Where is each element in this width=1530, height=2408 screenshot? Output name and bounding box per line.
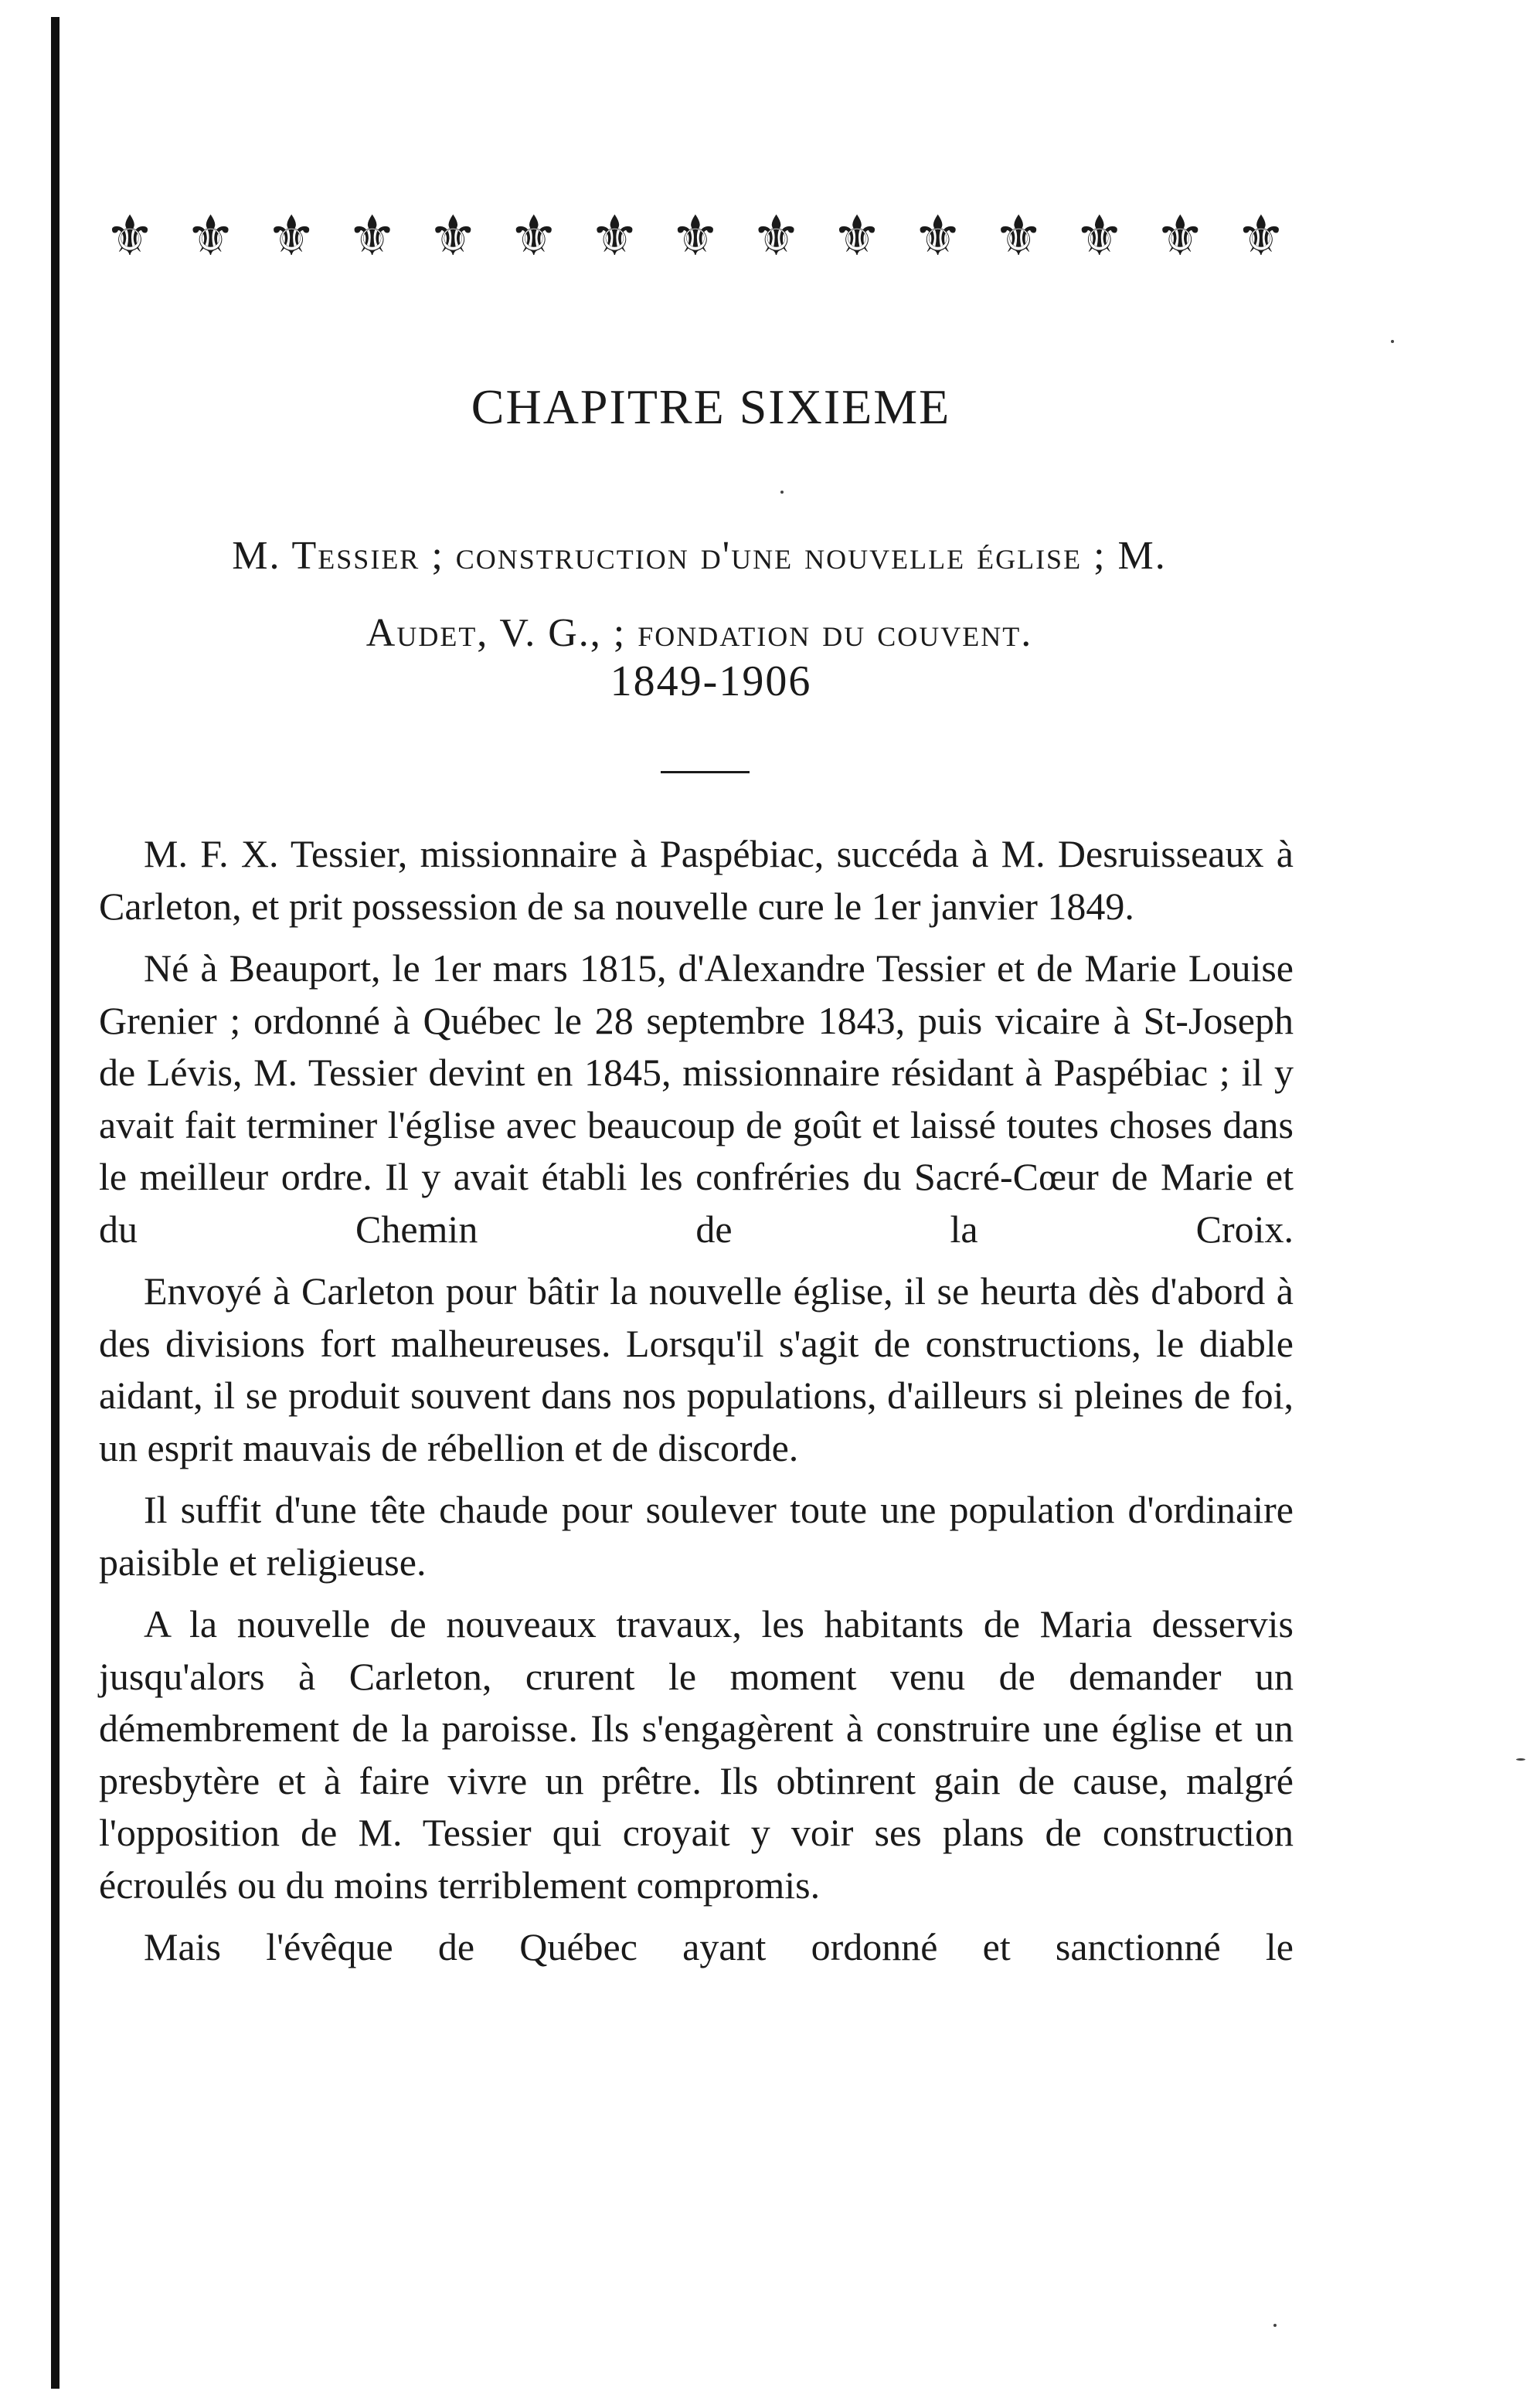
page-edge-bar <box>51 17 60 2389</box>
fleur-de-lis-icon: ⚜ <box>508 205 559 267</box>
paragraph: Né à Beauport, le 1er mars 1815, d'Alexandre Tessier et de Marie Louise Grenier ; ordonné à Québec le 28 septembre 1843, puis vicaire à St-Joseph de Lévis, M. Tessier devint en 1845, missionnaire résidant à Paspébiac ; il y avait fait terminer l'église avec beaucoup de goût et laissé toutes choses dans le meilleur ordre. Il y avait établi les confréries du Sacré-Cœur de Marie et du Chemin de la Croix. <box>99 946 1294 1251</box>
fleur-de-lis-icon: ⚜ <box>185 205 236 267</box>
fleur-de-lis-ornament-row <box>93 205 1298 267</box>
fleur-de-lis-icon: ⚜ <box>993 205 1044 267</box>
scan-speck <box>780 491 784 494</box>
scan-speck <box>1516 1758 1525 1761</box>
chapter-summary-line-1: M. Tessier ; construction d'une nouvelle église ; M. <box>232 534 1167 578</box>
paragraph: Envoyé à Carleton pour bâtir la nouvelle église, il se heurta dès d'abord à des divisions fort malheureuses. Lorsqu'il s'agit de constructions, le diable aidant, il se produit souvent dans nos populations, d'ailleurs si pleines de foi, un esprit mauvais de rébellion et de discorde. <box>99 1269 1294 1469</box>
fleur-de-lis-icon: ⚜ <box>427 205 478 267</box>
paragraph: Mais l'évêque de Québec ayant ordonné et sanctionné le <box>144 1925 1294 1968</box>
paragraph: Il suffit d'une tête chaude pour soulever toute une population d'ordinaire paisible et religieuse. <box>99 1488 1294 1584</box>
fleur-de-lis-icon: ⚜ <box>1236 205 1287 267</box>
fleur-de-lis-icon: ⚜ <box>266 205 317 267</box>
paragraph: M. F. X. Tessier, missionnaire à Paspébiac, succéda à M. Desruisseaux à Carleton, et prit possession de sa nouvelle cure le 1er janvier 1849. <box>99 832 1294 928</box>
section-divider <box>661 771 750 773</box>
chapter-dates: 1849-1906 <box>610 657 812 705</box>
fleur-de-lis-icon: ⚜ <box>1074 205 1125 267</box>
scan-speck <box>1273 2324 1277 2327</box>
fleur-de-lis-icon: ⚜ <box>104 205 155 267</box>
fleur-de-lis-icon: ⚜ <box>1155 205 1205 267</box>
fleur-de-lis-icon: ⚜ <box>831 205 882 267</box>
fleur-de-lis-icon: ⚜ <box>751 205 801 267</box>
paragraph: A la nouvelle de nouveaux travaux, les habitants de Maria desservis jusqu'alors à Carleton, crurent le moment venu de demander un démembrement de la paroisse. Ils s'engagèrent à construire une église et un presbytère et à faire vivre un prêtre. Ils obtinrent gain de cause, malgré l'opposition de M. Tessier qui croyait y voir ses plans de construction écroulés ou du moins terriblement compromis. <box>99 1602 1294 1907</box>
body-text <box>99 828 1294 1984</box>
chapter-title: CHAPITRE SIXIEME <box>471 379 951 434</box>
chapter-summary <box>108 518 1290 672</box>
chapter-summary-line-2: Audet, V. G., ; fondation du couvent. <box>366 611 1033 655</box>
fleur-de-lis-icon: ⚜ <box>670 205 721 267</box>
fleur-de-lis-icon: ⚜ <box>590 205 640 267</box>
scan-speck <box>1391 340 1394 343</box>
fleur-de-lis-icon: ⚜ <box>913 205 963 267</box>
fleur-de-lis-icon: ⚜ <box>347 205 397 267</box>
